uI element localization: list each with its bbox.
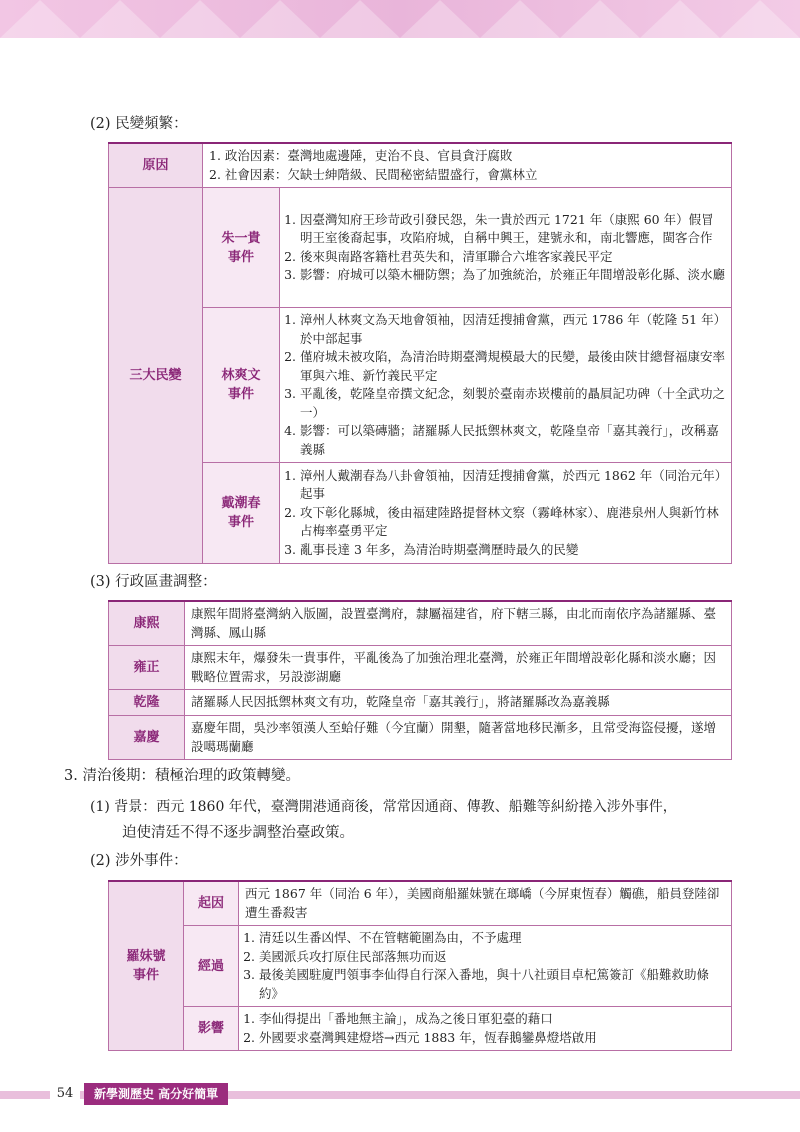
event-content-dai xyxy=(280,463,732,564)
impact-item: 2. 外國要求臺灣興建燈塔→西元 1883 年，恆春鵝鑾鼻燈塔啟用 xyxy=(259,1029,725,1048)
footer-band xyxy=(0,1083,800,1105)
event-item: 2. 僅府城未被攻陷，為清治時期臺灣規模最大的民變，最後由陝甘總督福康安率軍與六堆、新竹義民平定 xyxy=(300,348,725,385)
page-number: 54 xyxy=(50,1083,80,1105)
rover-label: 羅妹號 事件 xyxy=(109,881,184,1051)
rover-cause-text: 西元 1867 年（同治 6 年），美國商船羅妹號在瑯嶠（今屏東恆春）觸礁，船員登陸卻遭生番殺害 xyxy=(239,881,732,926)
cause-row xyxy=(109,143,732,188)
admin-label: 乾隆 xyxy=(109,690,185,716)
section2-heading: (2) 民變頻繁： xyxy=(90,116,188,132)
admin-label: 康熙 xyxy=(109,601,185,646)
event-item: 1. 漳州人林爽文為天地會領袖，因清廷搜捕會黨，西元 1786 年（乾隆 51 年）於中部起事 xyxy=(300,311,725,348)
admin-text: 康熙末年，爆發朱一貴事件，平亂後為了加強治理北臺灣，於雍正年間增設彰化縣和淡水廳；因戰略位置需求，另設澎湖廳 xyxy=(185,646,732,690)
admin-text: 康熙年間將臺灣納入版圖，設置臺灣府，隸屬福建省，府下轄三縣，由北而南依序為諸羅縣、臺灣縣、鳳山縣 xyxy=(185,601,732,646)
admin-text: 嘉慶年間，吳沙率領漢人至蛤仔難（今宜蘭）開墾，隨著當地移民漸多，且常受海盜侵擾，遂增設噶瑪蘭廳 xyxy=(185,716,732,760)
background-line2: 迫使清廷不得不逐步調整治臺政策。 xyxy=(122,825,354,841)
cause-content xyxy=(203,143,732,188)
event-item: 3. 平亂後，乾隆皇帝撰文紀念，刻製於臺南赤崁樓前的贔屓記功碑（十全武功之一） xyxy=(300,385,725,422)
admin-row xyxy=(109,601,732,646)
event-row xyxy=(109,463,732,564)
process-item: 2. 美國派兵攻打原住民部落無功而返 xyxy=(259,948,725,967)
top-banner xyxy=(0,0,800,38)
uprisings-table xyxy=(108,142,732,564)
admin-row xyxy=(109,646,732,690)
cause-item: 1. 政治因素：臺灣地處邊陲，吏治不良、官員貪汙腐敗 xyxy=(209,148,513,163)
rover-process-label: 經過 xyxy=(184,926,239,1007)
rover-row xyxy=(109,881,732,926)
event-label-lin: 林爽文 事件 xyxy=(203,308,280,463)
book-title: 新學測歷史 高分好簡單 xyxy=(84,1083,228,1105)
foreign-heading: (2) 涉外事件： xyxy=(90,853,188,869)
cause-label: 原因 xyxy=(109,143,203,188)
triangle-pattern xyxy=(0,0,800,38)
admin-label: 嘉慶 xyxy=(109,716,185,760)
impact-item: 1. 李仙得提出「番地無主論」，成為之後日軍犯臺的藉口 xyxy=(259,1010,725,1029)
rover-table xyxy=(108,880,732,1051)
event-content-zhu xyxy=(280,188,732,308)
process-item: 3. 最後美國駐廈門領事李仙得自行深入番地，與十八社頭目卓杞篤簽訂《船難救助條約》 xyxy=(259,966,725,1003)
rover-row xyxy=(109,926,732,1007)
event-item: 1. 漳州人戴潮春為八卦會領袖，因清廷搜捕會黨，於西元 1862 年（同治元年）起事 xyxy=(300,467,725,504)
uprisings-label: 三大民變 xyxy=(109,188,203,564)
admin-text: 諸羅縣人民因抵禦林爽文有功，乾隆皇帝「嘉其義行」，將諸羅縣改為嘉義縣 xyxy=(185,690,732,716)
admin-table xyxy=(108,600,732,760)
rover-process-content xyxy=(239,926,732,1007)
event-row xyxy=(109,188,732,308)
rover-impact-label: 影響 xyxy=(184,1007,239,1051)
event-item: 2. 攻下彰化縣城，後由福建陸路提督林文察（霧峰林家）、鹿港泉州人與新竹林占梅率臺勇平定 xyxy=(300,504,725,541)
admin-row xyxy=(109,716,732,760)
admin-row xyxy=(109,690,732,716)
event-label-zhu: 朱一貴 事件 xyxy=(203,188,280,308)
rover-impact-content xyxy=(239,1007,732,1051)
event-item: 2. 後來與南路客籍杜君英失和，清軍聯合六堆客家義民平定 xyxy=(300,248,725,267)
event-label-dai: 戴潮春 事件 xyxy=(203,463,280,564)
section3-heading: (3) 行政區畫調整： xyxy=(90,574,217,590)
event-row xyxy=(109,308,732,463)
event-item: 3. 影響：府城可以築木柵防禦；為了加強統治，於雍正年間增設彰化縣、淡水廳 xyxy=(300,266,725,285)
late-qing-heading: 3. 清治後期：積極治理的政策轉變。 xyxy=(64,768,300,784)
admin-label: 雍正 xyxy=(109,646,185,690)
event-item: 4. 影響：可以築磚牆；諸羅縣人民抵禦林爽文，乾隆皇帝「嘉其義行」，改稱嘉義縣 xyxy=(300,422,725,459)
process-item: 1. 清廷以生番凶悍、不在管轄範圍為由，不予處理 xyxy=(259,929,725,948)
event-content-lin xyxy=(280,308,732,463)
rover-row xyxy=(109,1007,732,1051)
event-item: 1. 因臺灣知府王珍苛政引發民怨，朱一貴於西元 1721 年（康熙 60 年）假冒明王室後裔起事，攻陷府城，自稱中興王，建號永和，南北響應，閩客合作 xyxy=(300,211,725,248)
background-line1: (1) 背景：西元 1860 年代，臺灣開港通商後，常常因通商、傳教、船難等糾紛捲入涉外事件， xyxy=(90,799,677,815)
cause-item: 2. 社會因素：欠缺士紳階級、民間秘密結盟盛行，會黨林立 xyxy=(209,166,538,182)
rover-cause-label: 起因 xyxy=(184,881,239,926)
event-item: 3. 亂事長達 3 年多，為清治時期臺灣歷時最久的民變 xyxy=(300,541,725,560)
